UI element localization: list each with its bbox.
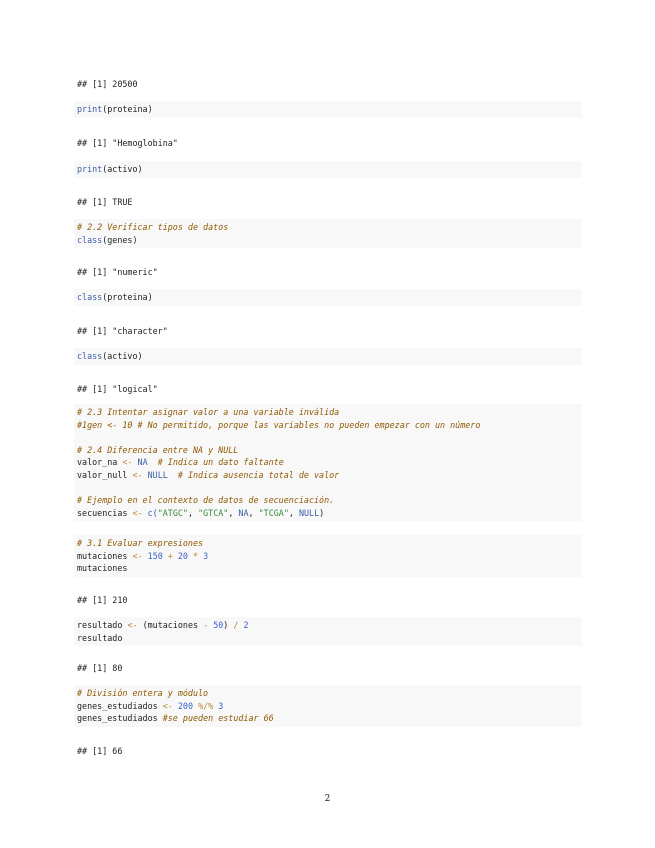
function-name: print (77, 104, 103, 114)
code-args: (proteina) (102, 104, 153, 114)
function-name: class (77, 292, 103, 302)
function-name: class (77, 234, 103, 245)
expr-open: (mutaciones (142, 620, 199, 630)
code-mutaciones (74, 535, 582, 577)
output-character: ## [1] "character" (77, 326, 168, 336)
plus-op: + (167, 550, 173, 561)
number-literal: 3 (203, 550, 209, 561)
assign-op: <- (132, 469, 143, 480)
var-name: valor_null (77, 469, 128, 480)
assign-op: <- (127, 620, 138, 630)
var-name: secuencias (77, 507, 128, 518)
string-literal: "GTCA" (198, 507, 229, 518)
code-class-proteina (74, 289, 582, 306)
code-comment: # 3.1 Evaluar expresiones (77, 538, 204, 548)
page-number: 2 (324, 794, 331, 804)
assign-op: <- (122, 457, 133, 468)
code-genes-estudiados (74, 685, 582, 727)
function-name: print (77, 164, 103, 174)
code-print-activo (74, 161, 582, 178)
code-class-activo (74, 348, 582, 365)
div-op: / (233, 620, 239, 630)
code-comment: # 2.2 Verificar tipos de datos (77, 222, 229, 232)
code-args: (activo) (102, 351, 143, 361)
output-20500: ## [1] 20500 (77, 79, 138, 89)
function-name: c( (147, 507, 158, 518)
var-name: genes_estudiados (77, 713, 158, 724)
number-literal: 150 (147, 550, 163, 561)
var-name: mutaciones (77, 550, 128, 561)
assign-op: <- (132, 507, 143, 518)
code-comment: # 2.3 Intentar asignar valor a una variable inválida (77, 407, 340, 417)
var-name: resultado (77, 620, 123, 630)
output-true: ## [1] TRUE (77, 197, 133, 207)
code-args: (proteina) (102, 292, 153, 302)
code-comment: #se pueden estudiar 66 (162, 713, 274, 724)
code-class-genes (74, 219, 582, 248)
assign-op: <- (162, 700, 173, 711)
number-literal: 50 (213, 620, 224, 630)
null-constant: NULL (147, 469, 168, 480)
code-resultado (74, 617, 582, 646)
number-literal: 20 (177, 550, 188, 561)
output-hemoglobina: ## [1] "Hemoglobina" (77, 138, 178, 148)
assign-op: <- (132, 550, 143, 561)
number-literal: 3 (218, 700, 224, 711)
var-name: valor_na (77, 457, 118, 468)
code-comment: # Indica un dato faltante (157, 457, 284, 468)
code-comment: #1gen <- 10 # No permitido, porque las variables no pueden empezar con un número (77, 419, 481, 430)
minus-op: - (203, 620, 209, 630)
code-print-proteina (74, 101, 582, 118)
intdiv-op: %/% (198, 700, 214, 711)
code-comment: # Indica ausencia total de valor (177, 469, 340, 480)
output-80: ## [1] 80 (77, 663, 123, 673)
output-66: ## [1] 66 (77, 746, 123, 756)
string-literal: "ATGC" (157, 507, 188, 518)
close-paren: ) (319, 507, 325, 518)
times-op: * (193, 550, 199, 561)
function-name: class (77, 351, 103, 361)
output-logical: ## [1] "logical" (77, 384, 158, 394)
number-literal: 200 (177, 700, 194, 711)
na-constant: NA (238, 507, 249, 518)
var-name: resultado (77, 632, 123, 643)
var-name: mutaciones (77, 563, 128, 574)
code-block-na-null: # 2.3 Intentar asignar valor a una variable inválida #1gen <- 10 # No permitido, porque las variables no pueden empezar con un número # 2.4 Diferencia entre NA y NULL valor_na <- NA # Indica un dato faltante valor_null <- NULL # Indica ausencia total de valor # Ejemplo en el contexto de datos de secuenciación. secuencias <- c("ATGC", "GTCA", NA, "TCGA", NULL) (74, 404, 582, 521)
close-paren: ) (223, 620, 229, 630)
code-comment: # División entera y módulo (77, 688, 209, 698)
code-args: (activo) (102, 164, 143, 174)
output-210: ## [1] 210 (77, 595, 128, 605)
code-comment: # Ejemplo en el contexto de datos de secuenciación. (77, 495, 335, 506)
null-constant: NULL (298, 507, 320, 518)
code-comment: # 2.4 Diferencia entre NA y NULL (77, 444, 239, 455)
code-args: (genes) (102, 234, 138, 245)
number-literal: 2 (243, 620, 249, 630)
na-constant: NA (137, 457, 148, 468)
var-name: genes_estudiados (77, 700, 158, 711)
string-literal: "TCGA" (258, 507, 289, 518)
output-numeric: ## [1] "numeric" (77, 267, 158, 277)
